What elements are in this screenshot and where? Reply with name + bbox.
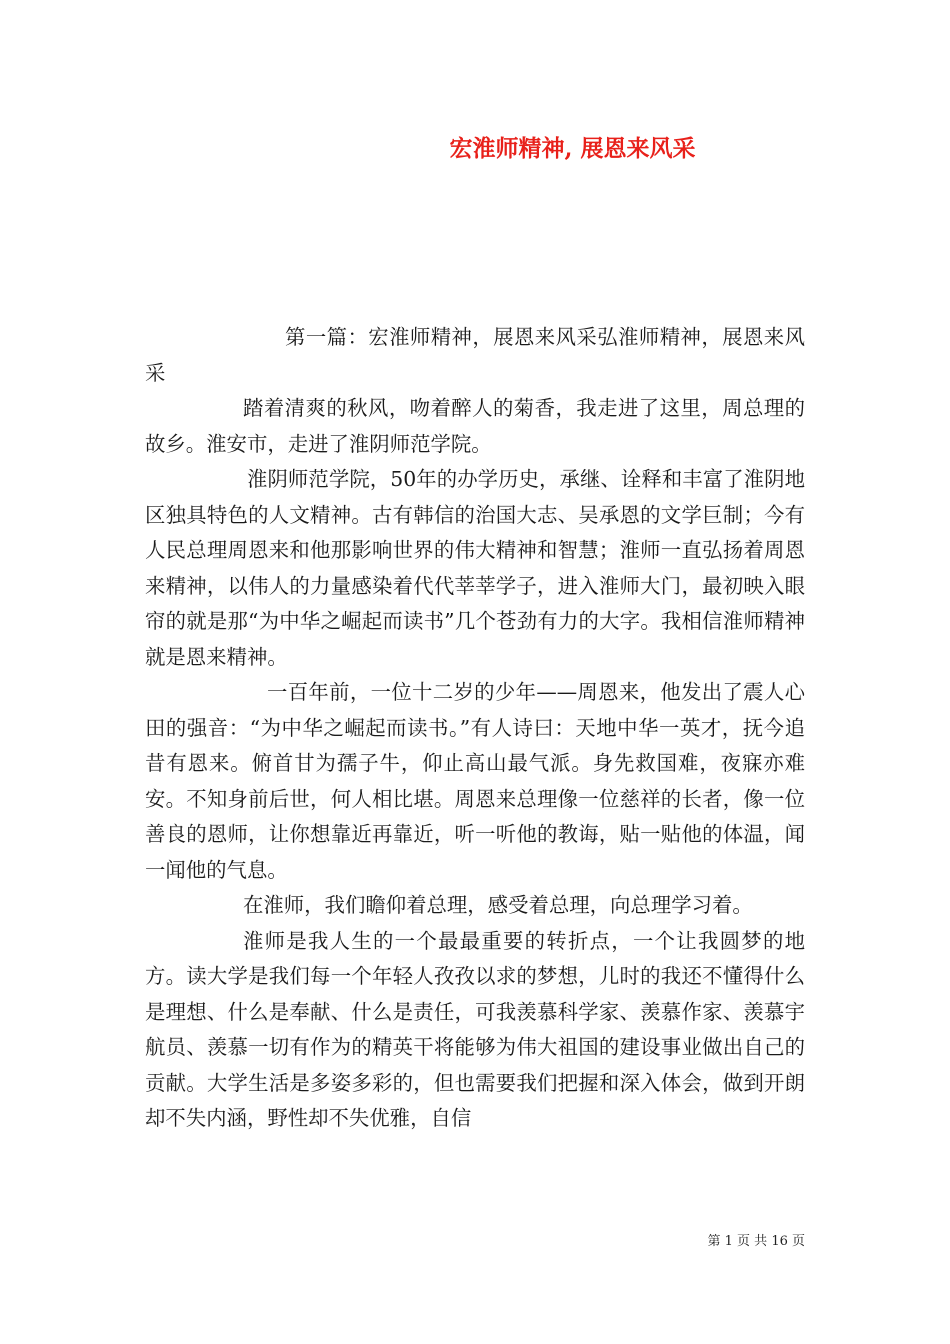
- paragraph-heading: 第一篇：宏淮师精神，展恩来风采弘淮师精神，展恩来风采: [145, 325, 805, 385]
- paragraph: 踏着清爽的秋风，吻着醉人的菊香，我走进了这里，周总理的故乡。淮安市，走进了淮阴师范学院。: [145, 396, 805, 456]
- document-body: [145, 320, 805, 1137]
- paragraph: 淮阴师范学院，50年的办学历史，承继、诠释和丰富了淮阴地区独具特色的人文精神。古有韩信的治国大志、吴承恩的文学巨制；今有人民总理周恩来和他那影响世界的伟大精神和智慧；淮师一直弘扬着周恩来精神，以伟人的力量感染着代代莘莘学子，进入淮师大门，最初映入眼帘的就是那“为中华之崛起而读书”几个苍劲有力的大字。我相信淮师精神就是恩来精神。: [145, 467, 805, 669]
- document-title: 宏淮师精神, 展恩来风采: [449, 135, 696, 162]
- paragraph: 淮师是我人生的一个最最重要的转折点，一个让我圆梦的地方。读大学是我们每一个年轻人孜孜以求的梦想，儿时的我还不懂得什么是理想、什么是奉献、什么是责任，可我羡慕科学家、羡慕作家、羡慕宇航员、羡慕一切有作为的精英干将能够为伟大祖国的建设事业做出自己的贡献。大学生活是多姿多彩的，但也需要我们把握和深入体会，做到开朗却不失内涵，野性却不失优雅，自信: [145, 928, 805, 1130]
- paragraph: 一百年前，一位十二岁的少年——周恩来，他发出了震人心田的强音：“为中华之崛起而读书。”有人诗曰：天地中华一英才，抚今追昔有恩来。俯首甘为孺子牛，仰止高山最气派。身先救国难，夜寐亦难安。不知身前后世，何人相比堪。周恩来总理像一位慈祥的长者，像一位善良的恩师，让你想靠近再靠近，听一听他的教诲，贴一贴他的体温，闻一闻他的气息。: [145, 680, 805, 882]
- paragraph: 在淮师，我们瞻仰着总理，感受着总理，向总理学习着。: [243, 893, 753, 917]
- page-number: 第 1 页 共 16 页: [707, 1234, 805, 1249]
